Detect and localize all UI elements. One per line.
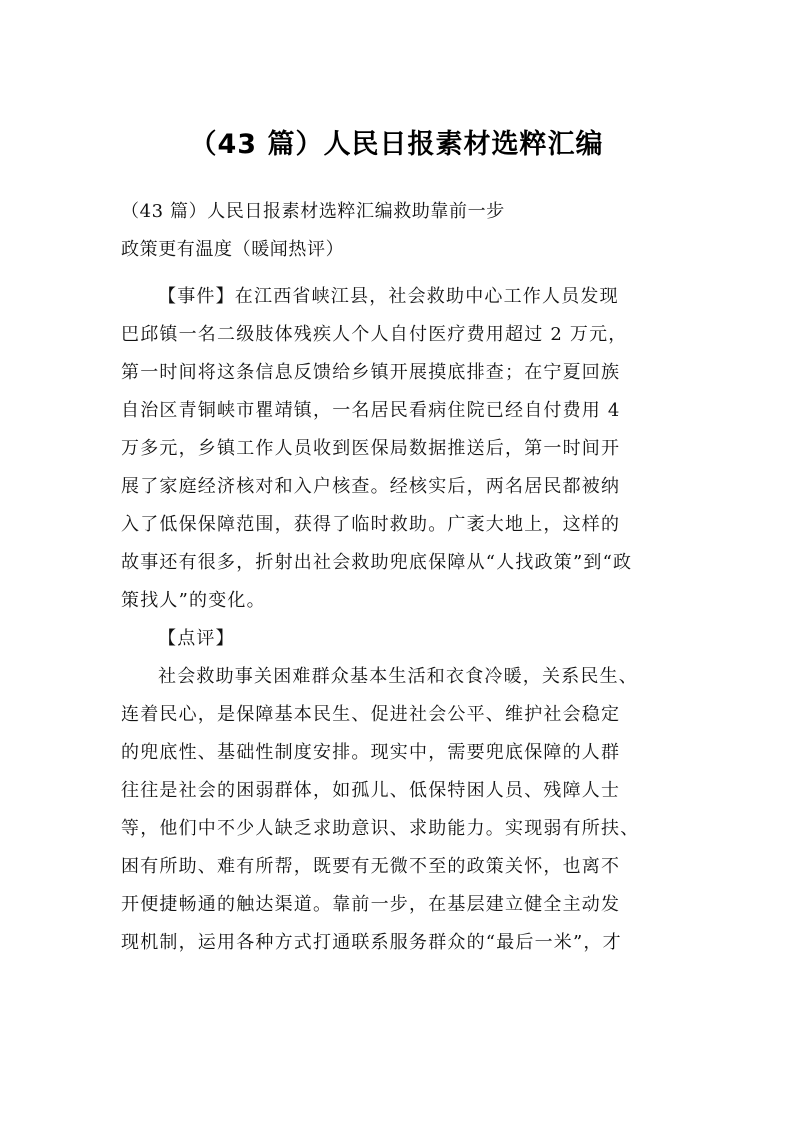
paragraph-line: 【事件】在江西省峡江县，社会救助中心工作人员发现 bbox=[158, 286, 619, 307]
paragraph-line: 万多元，乡镇工作人员收到医保局数据推送后，第一时间开 bbox=[121, 438, 621, 459]
paragraph-line: 社会救助事关困难群众基本生活和衣食冷暖，关系民生、 bbox=[158, 666, 638, 687]
paragraph-line: 第一时间将这条信息反馈给乡镇开展摸底排查；在宁夏回族 bbox=[121, 362, 621, 383]
paragraph-line: 往往是社会的困弱群体，如孤儿、低保特困人员、残障人士 bbox=[121, 780, 621, 801]
paragraph-line: 现机制，运用各种方式打通联系服务群众的“最后一米”，才 bbox=[121, 932, 622, 953]
subtitle-line: 政策更有温度（暖闻热评） bbox=[121, 239, 345, 260]
section-heading: 【点评】 bbox=[158, 628, 235, 649]
paragraph-line: 展了家庭经济核对和入户核查。经核实后，两名居民都被纳 bbox=[121, 476, 621, 497]
paragraph-line: 策找人”的变化。 bbox=[121, 590, 266, 611]
paragraph-line: 连着民心，是保障基本民生、促进社会公平、维护社会稳定 bbox=[121, 704, 621, 725]
paragraph-line: 的兜底性、基础性制度安排。现实中，需要兜底保障的人群 bbox=[121, 742, 621, 763]
paragraph-line: 等，他们中不少人缺乏求助意识、求助能力。实现弱有所扶、 bbox=[121, 818, 640, 839]
paragraph-line: 故事还有很多，折射出社会救助兜底保障从“人找政策”到“政 bbox=[121, 552, 633, 573]
paragraph-line: 开便捷畅通的触达渠道。靠前一步，在基层建立健全主动发 bbox=[121, 894, 621, 915]
paragraph-line: 入了低保保障范围，获得了临时救助。广袤大地上，这样的 bbox=[121, 514, 621, 535]
paragraph-line: 自治区青铜峡市瞿靖镇，一名居民看病住院已经自付费用 4 bbox=[121, 400, 621, 421]
paragraph-line: 困有所助、难有所帮，既要有无微不至的政策关怀，也离不 bbox=[121, 856, 621, 877]
page-title: （43 篇）人民日报素材选粹汇编 bbox=[189, 129, 604, 160]
subtitle-line: （43 篇）人民日报素材选粹汇编救助靠前一步 bbox=[121, 201, 505, 222]
paragraph-line: 巴邱镇一名二级肢体残疾人个人自付医疗费用超过 2 万元， bbox=[121, 324, 628, 345]
